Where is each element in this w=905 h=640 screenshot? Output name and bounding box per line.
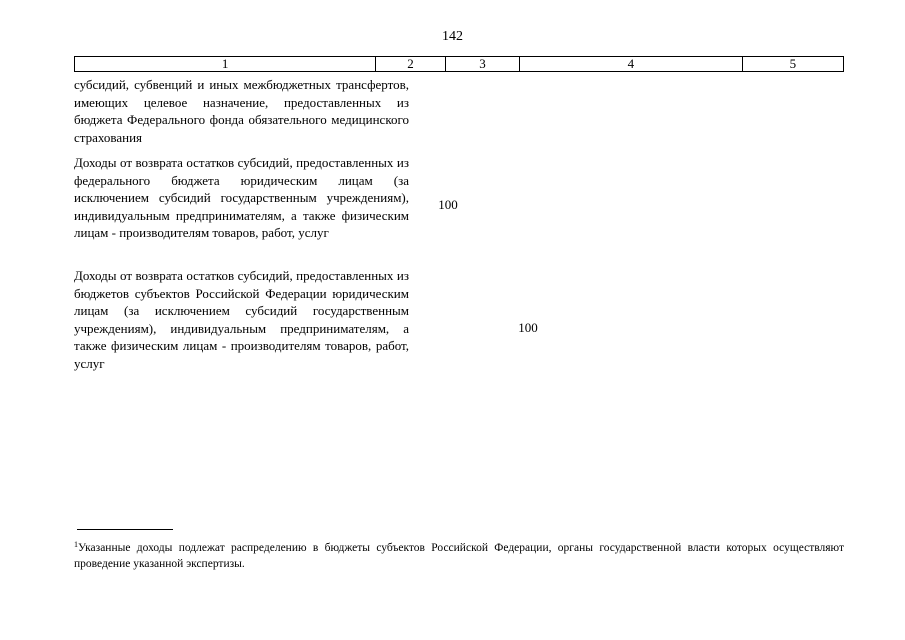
header-col-2: 2 (376, 57, 446, 71)
table-header (74, 56, 844, 72)
footnote-marker: 1 (74, 540, 78, 549)
row-2-col-2-value: 100 (438, 197, 458, 212)
footnote (74, 537, 844, 572)
header-col-5: 5 (789, 56, 797, 71)
footnote-text: Указанные доходы подлежат распределению в бюджеты субъектов Российской Федерации, органы государственной власти которых осуществляют проведение указанной экспертизы. (74, 542, 844, 570)
header-col-3: 3 (446, 57, 520, 71)
row-2-text: Доходы от возврата остатков субсидий, предоставленных из федерального бюджета юридическим лицам (за исключением субсидий государственным учреждениям), индивидуальным предпринимателям, а также физическим лицам - производителям товаров, работ, услуг (74, 155, 409, 240)
header-col-4: 4 (520, 57, 743, 71)
header-col-1: 1 (75, 57, 376, 71)
row-3-text: Доходы от возврата остатков субсидий, предоставленных из бюджетов субъектов Российской Федерации юридическим лицам (за исключением субсидий государственным учреждениям), индивидуальным предпринимателям, а также физическим лицам - производителям товаров, работ, услуг (74, 268, 409, 371)
row-3-col-3-value: 100 (518, 320, 538, 335)
footnote-separator (77, 529, 173, 530)
page-number: 142 (442, 29, 463, 44)
row-1-text: субсидий, субвенций и иных межбюджетных трансфертов, имеющих целевое назначение, предоставленных из бюджета Федерального фонда обязательного медицинского страхования (74, 77, 409, 145)
